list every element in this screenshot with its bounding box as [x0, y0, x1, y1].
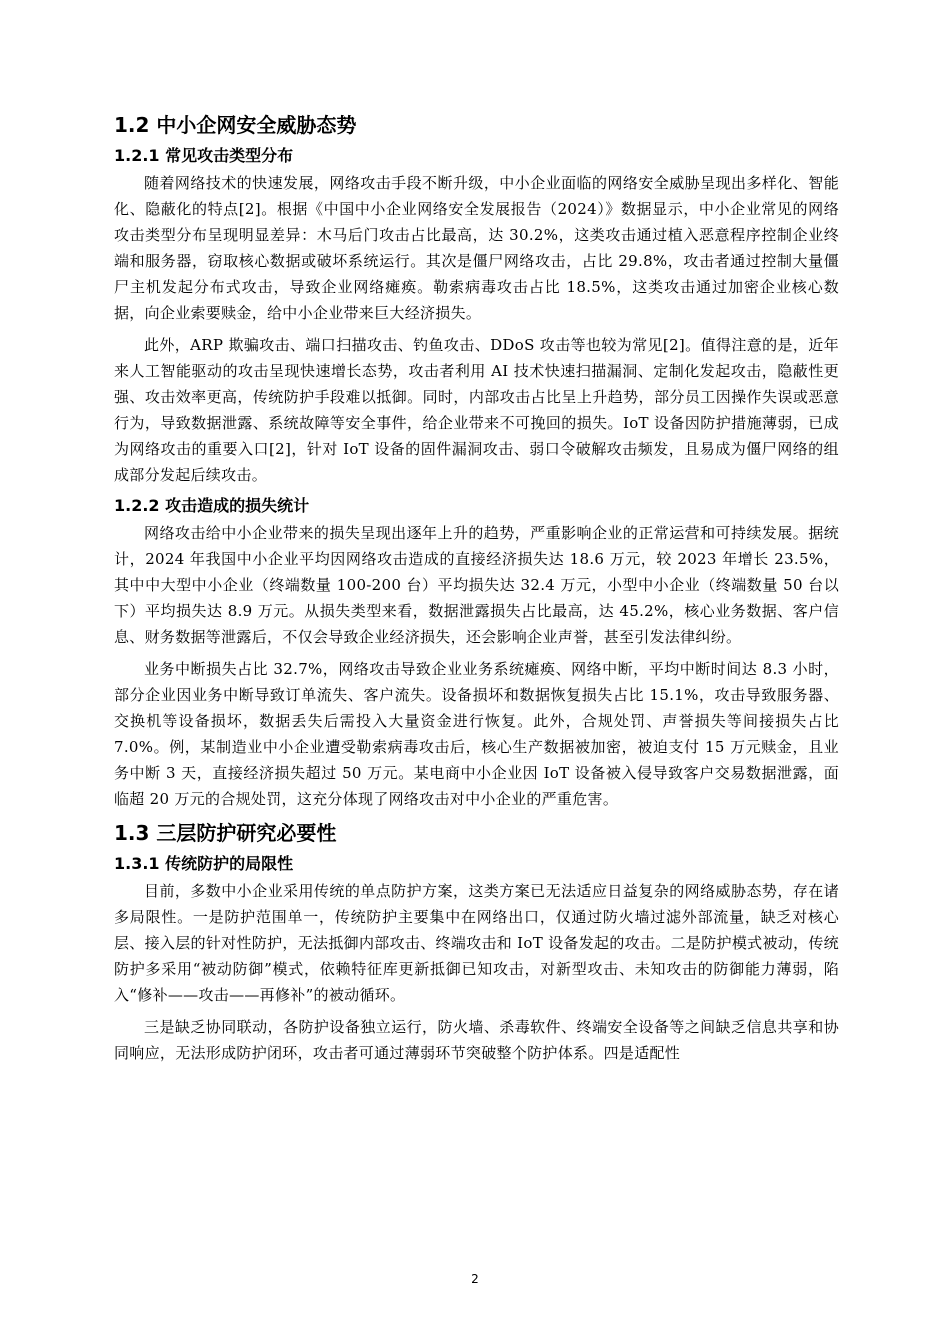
paragraph: 目前，多数中小企业采用传统的单点防护方案，这类方案已无法适应日益复杂的网络威胁态势，存在诸多局限性。一是防护范围单一，传统防护主要集中在网络出口，仅通过防火墙过滤外部流量，缺乏对核心层、接入层的针对性防护，无法抵御内部攻击、终端攻击和 IoT 设备发起的攻击。二是防护模式被动，传统防护多采用“被动防御”模式，依赖特征库更新抵御已知攻击，对新型攻击、未知攻击的防御能力薄弱，陷入“修补——攻击——再修补”的被动循环。 [114, 882, 839, 1004]
document-page [114, 110, 839, 1072]
page-number: 2 [471, 1272, 479, 1286]
paragraph: 业务中断损失占比 32.7%，网络攻击导致企业业务系统瘫痪、网络中断，平均中断时间达 8.3 小时，部分企业因业务中断导致订单流失、客户流失。设备损坏和数据恢复损失占比 15.1%，攻击导致服务器、交换机等设备损坏，数据丢失后需投入大量资金进行恢复。此外，合规处罚、声誉损失等间接损失占比 7.0%。例，某制造业中小企业遭受勒索病毒攻击后，核心生产数据被加密，被迫支付 15 万元赎金，且业务中断 3 天，直接经济损失超过 50 万元。某电商中小企业因 IoT 设备被入侵导致客户交易数据泄露，面临超 20 万元的合规处罚，这充分体现了网络攻击对中小企业的严重危害。 [114, 660, 839, 808]
subsection-heading-1-2-2: 1.2.2 攻击造成的损失统计 [114, 496, 310, 515]
paragraph: 网络攻击给中小企业带来的损失呈现出逐年上升的趋势，严重影响企业的正常运营和可持续发展。据统计，2024 年我国中小企业平均因网络攻击造成的直接经济损失达 18.6 万元，较 2023 年增长 23.5%，其中中大型中小企业（终端数量 100-200 台）平均损失达 32.4 万元，小型中小企业（终端数量 50 台以下）平均损失达 8.9 万元。从损失类型来看，数据泄露损失占比最高，达 45.2%，核心业务数据、客户信息、财务数据等泄露后，不仅会导致企业经济损失，还会影响企业声誉，甚至引发法律纠纷。 [114, 524, 839, 646]
subsection-heading-1-2-1: 1.2.1 常见攻击类型分布 [114, 146, 294, 165]
paragraph: 三是缺乏协同联动，各防护设备独立运行，防火墙、杀毒软件、终端安全设备等之间缺乏信息共享和协同响应，无法形成防护闭环，攻击者可通过薄弱环节突破整个防护体系。四是适配性 [114, 1018, 839, 1062]
subsection-heading-1-3-1: 1.3.1 传统防护的局限性 [114, 854, 294, 873]
paragraph: 随着网络技术的快速发展，网络攻击手段不断升级，中小企业面临的网络安全威胁呈现出多样化、智能化、隐蔽化的特点[2]。根据《中国中小企业网络安全发展报告（2024）》数据显示，中小企业常见的网络攻击类型分布呈现明显差异：木马后门攻击占比最高，达 30.2%，这类攻击通过植入恶意程序控制企业终端和服务器，窃取核心数据或破坏系统运行。其次是僵尸网络攻击，占比 29.8%，攻击者通过控制大量僵尸主机发起分布式攻击，导致企业网络瘫痪。勒索病毒攻击占比 18.5%，这类攻击通过加密企业核心数据，向企业索要赎金，给中小企业带来巨大经济损失。 [114, 174, 839, 322]
paragraph: 此外，ARP 欺骗攻击、端口扫描攻击、钓鱼攻击、DDoS 攻击等也较为常见[2]。值得注意的是，近年来人工智能驱动的攻击呈现快速增长态势，攻击者利用 AI 技术快速扫描漏洞、定制化发起攻击，隐蔽性更强、攻击效率更高，传统防护手段难以抵御。同时，内部攻击占比呈上升趋势，部分员工因操作失误或恶意行为，导致数据泄露、系统故障等安全事件，给企业带来不可挽回的损失。IoT 设备因防护措施薄弱，已成为网络攻击的重要入口[2]，针对 IoT 设备的固件漏洞攻击、弱口令破解攻击频发，且易成为僵尸网络的组成部分发起后续攻击。 [114, 336, 839, 484]
section-heading-1-3: 1.3 三层防护研究必要性 [114, 821, 337, 845]
section-heading-1-2: 1.2 中小企网安全威胁态势 [114, 113, 357, 137]
